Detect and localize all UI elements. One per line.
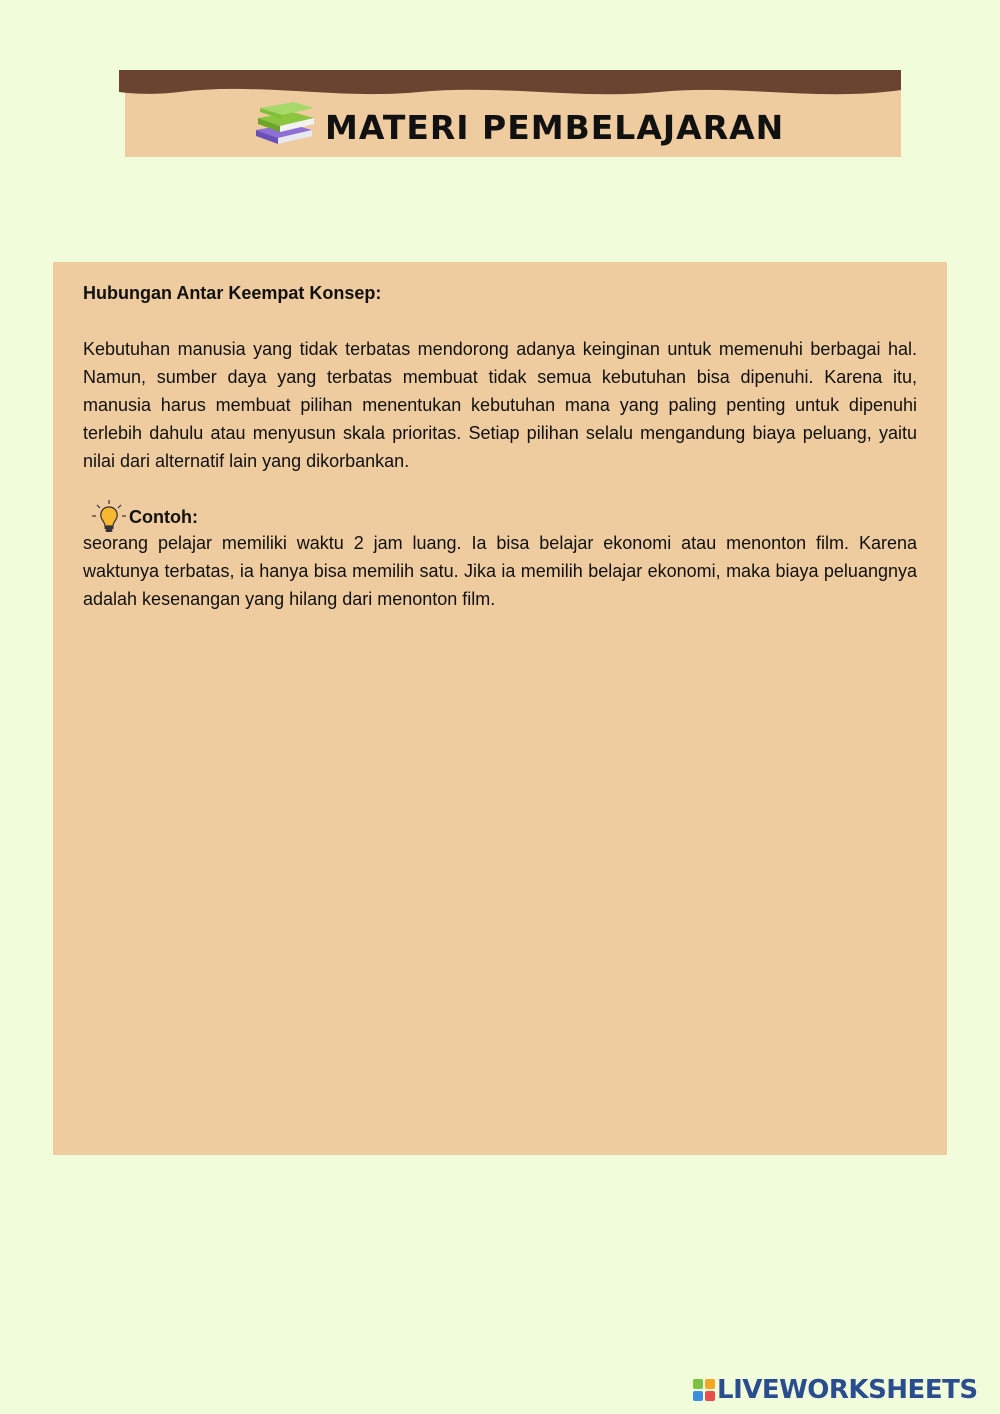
liveworksheets-logo-icon bbox=[693, 1379, 715, 1401]
content-panel bbox=[53, 262, 947, 1155]
title-banner bbox=[119, 70, 901, 157]
section-heading: Hubungan Antar Keempat Konsep: bbox=[83, 283, 382, 303]
concept-paragraph: Kebutuhan manusia yang tidak terbatas mendorong adanya keinginan untuk memenuhi berbagai hal. Namun, sumber daya yang terbatas membuat tidak semua kebutuhan bisa dipenuhi. Karena itu, manusia harus membuat pilihan menentukan kebutuhan mana yang paling penting untuk dipenuhi terlebih dahulu atau menyusun skala prioritas. Setiap pilihan selalu mengandung biaya peluang, yaitu nilai dari alternatif lain yang dikorbankan. bbox=[83, 339, 917, 471]
banner-title: MATERI PEMBELAJARAN bbox=[325, 108, 785, 147]
books-icon bbox=[252, 100, 316, 146]
liveworksheets-logo-text: LIVEWORKSHEETS bbox=[717, 1375, 978, 1405]
example-paragraph: seorang pelajar memiliki waktu 2 jam luang. Ia bisa belajar ekonomi atau menonton film. Karena waktunya terbatas, ia hanya bisa memilih satu. Jika ia memilih belajar ekonomi, maka biaya peluangnya adalah kesenangan yang hilang dari menonton film. bbox=[83, 533, 917, 609]
example-label: Contoh: bbox=[129, 507, 198, 527]
